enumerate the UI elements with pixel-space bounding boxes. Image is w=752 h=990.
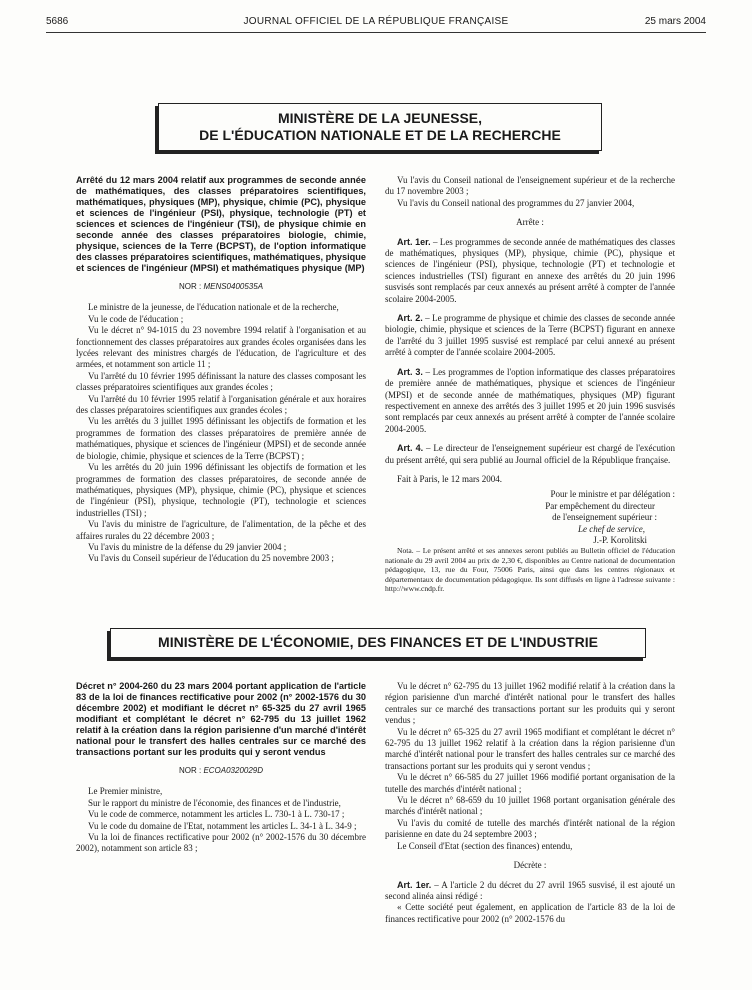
nor-label: NOR :	[178, 282, 202, 291]
article-label: Art. 1er.	[397, 236, 431, 247]
page-number: 5686	[46, 16, 69, 27]
visa-line: Vu le décret n° 68-659 du 10 juillet 1968 portant organisation générale des marchés d'intérêt national ;	[385, 795, 675, 817]
signature-line: Par empêchement du directeur	[545, 500, 655, 511]
visa-line: Vu le code de l'éducation ;	[88, 313, 184, 324]
article-4	[385, 443, 675, 466]
decret-column-right	[385, 681, 675, 925]
visa-line: Vu les arrêtés du 20 juin 1996 définissant les objectifs de formation et les programmes de formation des classes préparatoires, de seconde année de mathématiques, physiques (MP), physique, chimie (PC), physique et sciences de l'ingénieur (PSI), physique, technologie (PT), technologie et sciences industrielles (TSI) ;	[76, 462, 366, 518]
article-1	[385, 237, 675, 305]
article-3	[385, 367, 675, 435]
visa-line: Vu le code de commerce, notamment les articles L. 730-1 à L. 730-17 ;	[88, 809, 345, 820]
visa-line: Vu l'avis du Conseil national de l'enseignement supérieur et de la recherche du 17 novembre 2003 ;	[385, 175, 675, 197]
arrete-column-left	[76, 175, 366, 565]
signatory-name: J.-P. Korolitski	[593, 534, 647, 545]
signature-line: Le chef de service,	[578, 523, 645, 534]
article-text: – A l'article 2 du décret du 27 avril 1965 susvisé, il est ajouté un second alinéa ainsi rédigé :	[385, 879, 675, 901]
arrete-label: Arrête :	[516, 217, 544, 228]
signature-block	[385, 489, 675, 546]
visa-line: Vu l'arrêté du 10 février 1995 relatif à l'organisation générale et aux horaires des classes préparatoires scientifiques aux grandes écoles ;	[76, 393, 366, 416]
visa-line: Vu le décret n° 65-325 du 27 avril 1965 modifiant et complétant le décret n° 62-795 du 13 juillet 1962 relatif à la création dans la région parisienne d'un marché d'intérêt national pour le transfert des halles centrales sur ce marché des transactions portant sur les produits qui y seront vendus ;	[385, 726, 675, 771]
article-2	[385, 313, 675, 359]
visa-line: Vu l'avis du comité de tutelle des marchés d'intérêt national de la région parisienne en date du 24 septembre 2003 ;	[385, 817, 675, 840]
journal-title: JOURNAL OFFICIEL DE LA RÉPUBLIQUE FRANÇAISE	[243, 16, 509, 27]
signature-line: de l'enseignement supérieur :	[552, 512, 657, 523]
visa-line: Le Premier ministre,	[88, 786, 163, 797]
visa-line: Vu l'avis du Conseil supérieur de l'éducation du 25 novembre 2003 ;	[88, 553, 334, 564]
nor-code: MENS0400535A	[203, 282, 264, 291]
article-text: – Les programmes de l'option informatique des classes préparatoires de première année de mathématiques, physique et sciences de l'ingénieur (MPSI) et de seconde année de mathématiques, physiques (MP) figurant respectivement en annexe des arrêtés des 3 juillet 1995 et 20 juin 1996 susvisés sont remplacés par ceux annexés au présent arrêté à compter de l'année scolaire 2004-2005.	[385, 366, 675, 434]
quoted-paragraph: « Cette société peut également, en application de l'article 83 de la loi de finances rectificative pour 2002 (n° 2002-1576 du	[385, 902, 675, 924]
issue-date: 25 mars 2004	[644, 16, 706, 27]
decret-title: Décret n° 2004-260 du 23 mars 2004 portant application de l'article 83 de la loi de finances rectificative pour 2002 (n° 2002-1576 du 30 décembre 2002) et modifiant le décret n° 65-325 du 27 avril 1965 modifiant et complétant le décret n° 62-795 du 13 juillet 1962 relatif à la création dans la région parisienne d'un marché d'intérêt national pour le transfert des halles centrales sur ce marché des transactions portant sur les produits qui y seront vendus	[76, 681, 366, 757]
visa-line: Vu la loi de finances rectificative pour 2002 (n° 2002-1576 du 30 décembre 2002), notamment son article 83 ;	[76, 832, 366, 854]
ministry-line-2: DE L'ÉDUCATION NATIONALE ET DE LA RECHERCHE	[199, 127, 561, 143]
visa-line: Vu le décret n° 62-795 du 13 juillet 1962 modifié relatif à la création dans la région parisienne d'un marché d'intérêt national pour le transfert des halles centrales sur ce marché des transactions portant sur les produits qui y seront vendus ;	[385, 681, 675, 726]
ministry-title: MINISTÈRE DE L'ÉCONOMIE, DES FINANCES ET DE L'INDUSTRIE	[158, 634, 598, 650]
article-text: – Le directeur de l'enseignement supérieur est chargé de l'exécution du présent arrêté, qui sera publié au Journal officiel de la République française.	[385, 443, 675, 465]
nor-code: ECOA0320029D	[203, 766, 264, 775]
visa-line: Vu l'avis du ministre de la défense du 29 janvier 2004 ;	[88, 541, 287, 552]
nota-note: Nota. – Le présent arrêté et ses annexes seront publiés au Bulletin officiel de l'éducation nationale du 29 avril 2004 au prix de 2,30 €, disponibles au Centre national de documentation pédagogique, 13, rue du Four, 75006 Paris, ainsi que dans les centres régionaux et départementaux de documentation pédagogique. Ils sont diffusés en ligne à l'adresse suivante : http://www.cndp.fr.	[385, 546, 675, 593]
visa-line: Vu les arrêtés du 3 juillet 1995 définissant les objectifs de formation et les programmes de formation des classes préparatoires de première année de mathématiques, physique et sciences de l'ingénieur (MPSI) et de seconde année de biologie, chimie, physique et sciences de la Terre (BCPST) ;	[76, 416, 366, 461]
visa-line: Vu l'arrêté du 10 février 1995 définissant la nature des classes composant les classes préparatoires scientifiques aux grandes écoles ;	[76, 370, 366, 393]
article-label: Art. 2.	[397, 313, 423, 324]
visa-line: Le ministre de la jeunesse, de l'éducation nationale et de la recherche,	[88, 302, 339, 313]
visa-line: Sur le rapport du ministre de l'économie, des finances et de l'industrie,	[88, 797, 341, 808]
arrete-column-right	[385, 175, 675, 593]
article-text: – Le programme de physique et chimie des classes de seconde année biologie, chimie, physique et sciences de la Terre (BCPST) figurant en annexe de l'arrêté du 3 juillet 1995 susvisé est remplacé par celui annexé au présent arrêté à compter de l'année scolaire 2004-2005.	[385, 313, 675, 358]
decret-column-left	[76, 681, 366, 855]
article-label: Art. 3.	[397, 366, 423, 377]
running-header	[46, 16, 706, 30]
decret-nor	[76, 765, 366, 776]
ministry-heading-economy	[110, 628, 646, 658]
visa-line: Le Conseil d'Etat (section des finances) entendu,	[397, 840, 573, 851]
visa-line: Vu l'avis du Conseil national des programmes du 27 janvier 2004,	[397, 197, 635, 208]
ministry-line-1: MINISTÈRE DE LA JEUNESSE,	[277, 110, 483, 126]
signature-line: Pour le ministre et par délégation :	[550, 489, 675, 500]
visa-line: Vu le code du domaine de l'Etat, notamment les articles L. 34-1 à L. 34-9 ;	[88, 820, 357, 831]
article-text: – Les programmes de seconde année de mathématiques des classes de mathématiques, physiques (MP), physique, chimie (PC), physique et sciences de l'ingénieur (PSI), physique, technologie (PT) et technologie et sciences industrielles (TSI) figurant en annexe des arrêtés du 20 juin 1996 susvisés sont remplacés par ceux annexés au présent arrêté à compter de l'année scolaire 2004-2005.	[385, 236, 675, 304]
nor-label: NOR :	[178, 766, 202, 775]
visa-line: Vu le décret n° 94-1015 du 23 novembre 1994 relatif à l'organisation et au fonctionnement des classes préparatoires aux grandes écoles organisées dans les lycées relevant des ministres chargés de l'éducation, de l'agriculture et des armées, et notamment son article 11 ;	[76, 325, 366, 370]
decrete-label: Décrète :	[513, 860, 547, 871]
arrete-nor	[76, 281, 366, 292]
visa-line: Vu l'avis du ministre de l'agriculture, de l'alimentation, de la pêche et des affaires rurales du 22 décembre 2003 ;	[76, 519, 366, 541]
decret-article-1	[385, 880, 675, 903]
arrete-title: Arrêté du 12 mars 2004 relatif aux programmes de seconde année de mathématiques, des classes préparatoires scientifiques, mathématiques, physiques (MP), physique, chimie (PC), physique et sciences de l'ingénieur (PSI), physique, technologie (PT) et sciences et sciences de l'ingénieur (TSI), de physique chimie en seconde année des classes préparatoires biologie, chimie, physique, sciences de la Terre (BCPST), de l'option informatique des classes préparatoires scientifiques, mathématiques, physique et sciences de l'ingénieur (MPSI) et mathématiques physique (MP)	[76, 175, 366, 273]
article-label: Art. 4.	[397, 443, 424, 454]
ministry-heading-education	[158, 103, 602, 151]
fait-a-paris: Fait à Paris, le 12 mars 2004.	[397, 473, 502, 484]
article-label: Art. 1er.	[397, 879, 432, 890]
visa-line: Vu le décret n° 66-585 du 27 juillet 1966 modifié portant organisation de la tutelle des marchés d'intérêt national ;	[385, 772, 675, 794]
header-rule	[46, 32, 706, 33]
